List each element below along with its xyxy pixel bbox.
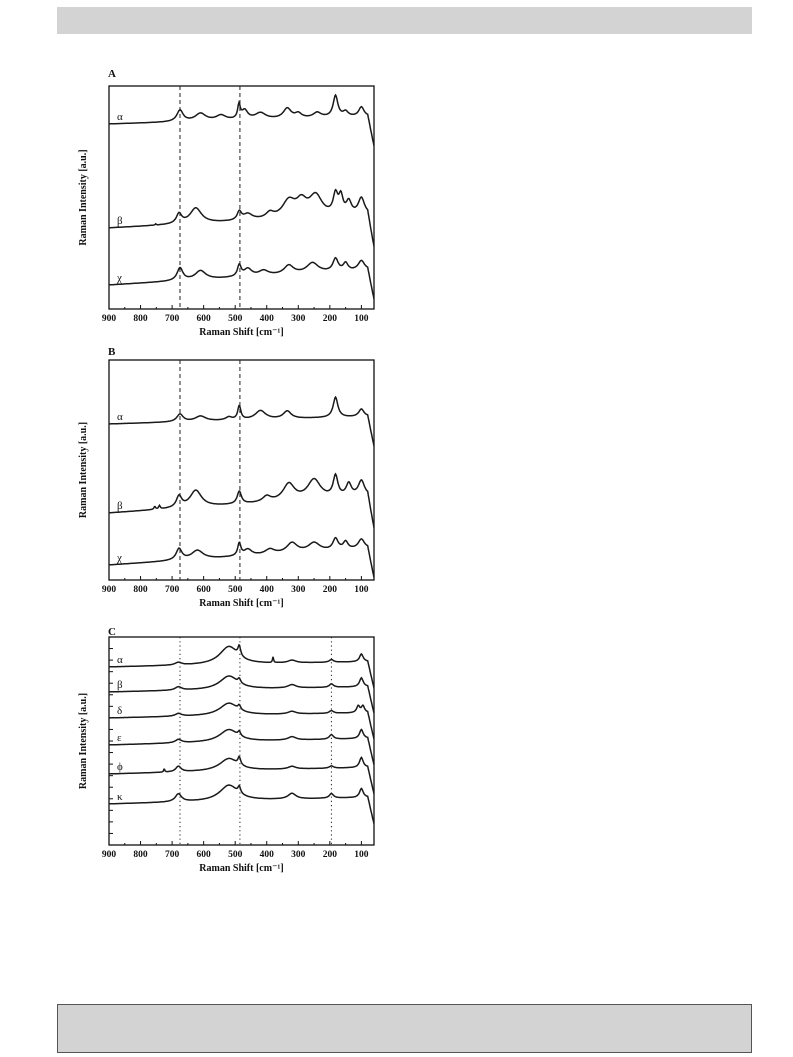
plot-frame <box>109 86 374 309</box>
panel-b <box>78 346 374 609</box>
x-tick-label: 900 <box>101 585 117 595</box>
spectrum-line-1 <box>109 397 374 446</box>
series-label: ε <box>117 732 122 744</box>
x-axis-title: Raman Shift [cm⁻¹] <box>199 863 284 874</box>
x-axis-title: Raman Shift [cm⁻¹] <box>199 598 284 609</box>
raman-figure <box>78 62 378 887</box>
panel-label: C <box>108 626 116 638</box>
y-axis-title: Raman Intensity [a.u.] <box>78 149 89 246</box>
x-tick-label: 100 <box>354 850 369 860</box>
footer-box <box>57 1004 752 1053</box>
series-label: δ <box>117 705 123 717</box>
spectrum-line-3 <box>109 258 374 299</box>
x-tick-label: 800 <box>133 314 148 324</box>
x-tick-label: 200 <box>322 314 337 324</box>
series-label: χ <box>117 272 122 284</box>
x-axis-title: Raman Shift [cm⁻¹] <box>199 327 284 338</box>
raman-spectra-svg <box>78 62 378 887</box>
x-tick-label: 700 <box>164 585 180 595</box>
x-tick-label: 400 <box>259 585 274 595</box>
x-tick-label: 400 <box>259 850 274 860</box>
x-tick-label: 400 <box>259 314 274 324</box>
series-label: β <box>117 679 123 691</box>
spectrum-line-4 <box>109 730 374 765</box>
x-tick-label: 500 <box>228 850 243 860</box>
header-bar <box>57 7 752 34</box>
series-label: α <box>117 111 123 123</box>
spectrum-line-1 <box>109 95 374 146</box>
x-tick-label: 900 <box>101 850 117 860</box>
x-tick-label: 500 <box>228 585 243 595</box>
x-tick-label: 600 <box>196 850 211 860</box>
x-tick-label: 800 <box>133 585 148 595</box>
x-tick-label: 700 <box>164 314 180 324</box>
x-tick-label: 600 <box>196 585 211 595</box>
x-tick-label: 300 <box>291 314 306 324</box>
y-axis-title: Raman Intensity [a.u.] <box>78 692 89 790</box>
x-tick-label: 600 <box>196 314 211 324</box>
series-label: β <box>117 215 123 227</box>
x-tick-label: 700 <box>164 850 180 860</box>
series-label: κ <box>117 791 123 803</box>
x-tick-label: 300 <box>291 585 306 595</box>
panel-a <box>78 68 374 338</box>
y-axis-title: Raman Intensity [a.u.] <box>78 421 89 519</box>
spectrum-line-2 <box>109 474 374 528</box>
x-tick-label: 900 <box>101 314 117 324</box>
panel-label: B <box>108 346 116 358</box>
series-label: χ <box>117 552 122 564</box>
series-label: α <box>117 411 123 423</box>
x-tick-label: 100 <box>354 314 369 324</box>
x-tick-label: 100 <box>354 585 369 595</box>
spectrum-line-5 <box>109 756 374 793</box>
x-tick-label: 500 <box>228 314 243 324</box>
series-label: ϕ <box>117 761 123 773</box>
x-tick-label: 300 <box>291 850 306 860</box>
spectrum-line-3 <box>109 538 374 578</box>
series-label: α <box>117 654 123 666</box>
spectrum-line-6 <box>109 785 374 824</box>
panel-label: A <box>108 68 116 80</box>
series-label: β <box>117 500 123 512</box>
plot-frame <box>109 637 374 845</box>
spectrum-line-2 <box>109 190 374 247</box>
panel-c <box>78 626 374 874</box>
x-tick-label: 200 <box>322 850 337 860</box>
x-tick-label: 800 <box>133 850 148 860</box>
x-tick-label: 200 <box>322 585 337 595</box>
